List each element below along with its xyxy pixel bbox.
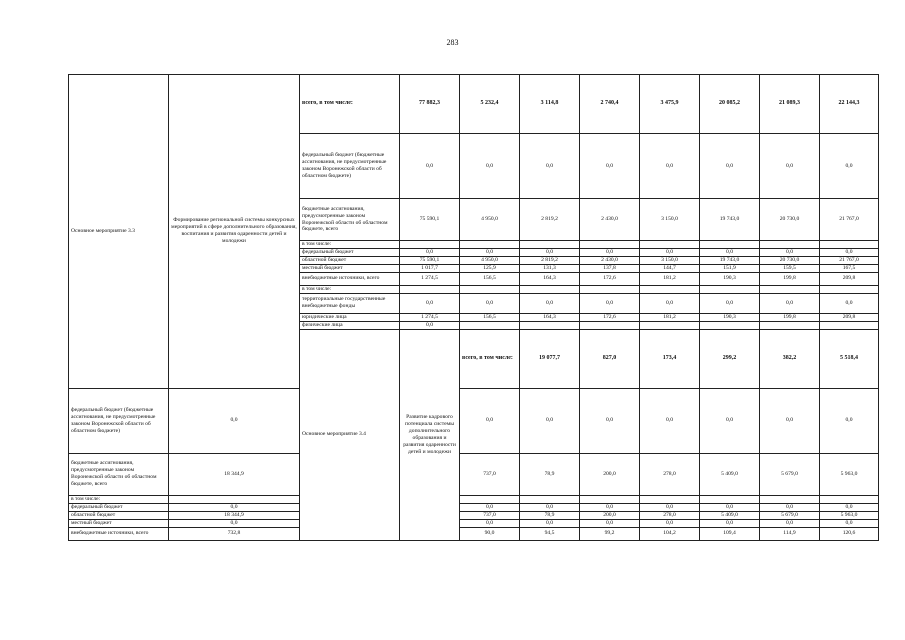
value-cell: 278,0 (640, 453, 700, 495)
source-label: федеральный бюджет (300, 248, 400, 256)
value-cell: 0,0 (520, 503, 580, 511)
value-cell: 18 344,9 (169, 453, 300, 495)
value-cell: 199,8 (760, 272, 820, 285)
value-cell: 104,2 (640, 527, 700, 540)
value-cell: 172,6 (580, 313, 640, 321)
value-cell: 382,2 (760, 329, 820, 388)
value-cell: 5 518,4 (820, 329, 879, 388)
value-cell: 0,0 (700, 134, 760, 199)
value-cell: 78,9 (520, 453, 580, 495)
source-label: в том числе: (300, 285, 400, 293)
value-cell: 144,7 (640, 264, 700, 272)
value-cell: 172,6 (580, 272, 640, 285)
value-cell: 21 767,0 (820, 199, 879, 241)
value-cell: 0,0 (460, 503, 520, 511)
value-cell: 0,0 (640, 248, 700, 256)
value-cell: 2 819,2 (520, 256, 580, 264)
source-label: территориальные государственные внебюджетные фонды (300, 293, 400, 313)
value-cell: 125,9 (460, 264, 520, 272)
value-cell: 737,0 (460, 453, 520, 495)
value-cell: 0,0 (400, 248, 460, 256)
value-cell: 0,0 (169, 388, 300, 453)
source-label: бюджетные ассигнования, предусмотренные законом Воронежской области об областном бюджете, всего (69, 453, 169, 495)
value-cell: 18 344,9 (169, 511, 300, 519)
value-cell: 20 730,0 (760, 256, 820, 264)
value-cell: 0,0 (400, 134, 460, 199)
value-cell: 2 819,2 (520, 199, 580, 241)
value-cell: 4 950,0 (460, 256, 520, 264)
table-row (69, 453, 879, 495)
value-cell: 2 740,4 (580, 75, 640, 134)
source-label: внебюджетные источники, всего (69, 527, 169, 540)
source-label: в том числе: (69, 495, 169, 503)
value-cell: 75 590,1 (400, 256, 460, 264)
value-cell: 0,0 (700, 503, 760, 511)
value-cell: 0,0 (520, 293, 580, 313)
value-cell: 0,0 (820, 293, 879, 313)
value-cell: 0,0 (640, 519, 700, 527)
value-cell: 0,0 (700, 248, 760, 256)
value-cell: 22 144,3 (820, 75, 879, 134)
value-cell: 4 950,0 (460, 199, 520, 241)
value-cell: 173,4 (640, 329, 700, 388)
value-cell: 0,0 (460, 293, 520, 313)
value-cell: 0,0 (760, 519, 820, 527)
table-row (69, 75, 879, 134)
value-cell: 0,0 (760, 503, 820, 511)
event-name: Основное мероприятие 3.4 (300, 329, 400, 540)
value-cell: 151,9 (700, 264, 760, 272)
value-cell: 0,0 (760, 388, 820, 453)
value-cell: 5 679,0 (760, 453, 820, 495)
value-cell: 20 085,2 (700, 75, 760, 134)
value-cell: 5 963,0 (820, 453, 879, 495)
value-cell: 0,0 (640, 388, 700, 453)
value-cell: 0,0 (820, 248, 879, 256)
value-cell: 0,0 (580, 248, 640, 256)
table-row (69, 503, 879, 511)
value-cell: 0,0 (400, 293, 460, 313)
value-cell: 5 232,4 (460, 75, 520, 134)
value-cell: 75 590,1 (400, 199, 460, 241)
value-cell: 181,2 (640, 272, 700, 285)
value-cell: 164,3 (520, 272, 580, 285)
value-cell: 209,8 (820, 272, 879, 285)
value-cell: 1 274,5 (400, 313, 460, 321)
value-cell: 109,4 (700, 527, 760, 540)
page-number: 283 (446, 38, 459, 47)
value-cell: 0,0 (820, 134, 879, 199)
source-label: федеральный бюджет (69, 503, 169, 511)
value-cell: 90,0 (460, 527, 520, 540)
source-label: местный бюджет (69, 519, 169, 527)
value-cell: 200,0 (580, 453, 640, 495)
value-cell: 99,2 (580, 527, 640, 540)
value-cell: 167,5 (820, 264, 879, 272)
value-cell: 0,0 (820, 519, 879, 527)
value-cell: 3 114,8 (520, 75, 580, 134)
source-label: юридические лица (300, 313, 400, 321)
value-cell: 0,0 (169, 519, 300, 527)
value-cell: 827,0 (580, 329, 640, 388)
value-cell: 5 409,0 (700, 453, 760, 495)
value-cell: 77 882,3 (400, 75, 460, 134)
source-label: местный бюджет (300, 264, 400, 272)
source-label: федеральный бюджет (бюджетные ассигнования, не предусмотренные законом Воронежской области об областном бюджете) (300, 134, 400, 199)
value-cell: 21 089,3 (760, 75, 820, 134)
value-cell: 732,8 (169, 527, 300, 540)
value-cell: 0,0 (640, 503, 700, 511)
value-cell: 120,6 (820, 527, 879, 540)
value-cell: 0,0 (460, 388, 520, 453)
value-cell: 0,0 (580, 503, 640, 511)
value-cell: 1 017,7 (400, 264, 460, 272)
value-cell: 0,0 (520, 519, 580, 527)
value-cell: 199,8 (760, 313, 820, 321)
value-cell: 19 743,0 (700, 199, 760, 241)
source-label: всего, в том числе: (460, 329, 520, 388)
value-cell: 0,0 (760, 134, 820, 199)
value-cell: 0,0 (520, 134, 580, 199)
value-cell: 0,0 (760, 293, 820, 313)
value-cell: 278,0 (640, 511, 700, 519)
value-cell: 131,3 (520, 264, 580, 272)
value-cell: 20 730,0 (760, 199, 820, 241)
value-cell: 200,0 (580, 511, 640, 519)
source-label: внебюджетные источники, всего (300, 272, 400, 285)
value-cell: 94,5 (520, 527, 580, 540)
value-cell: 164,3 (520, 313, 580, 321)
value-cell: 156,5 (460, 313, 520, 321)
value-cell: 0,0 (760, 248, 820, 256)
value-cell: 1 274,5 (400, 272, 460, 285)
source-label: всего, в том числе: (300, 75, 400, 134)
source-label: бюджетные ассигнования, предусмотренные законом Воронежской области об областном бюджете, всего (300, 199, 400, 241)
value-cell: 5 963,0 (820, 511, 879, 519)
budget-table (68, 74, 879, 541)
value-cell: 0,0 (700, 293, 760, 313)
value-cell: 5 679,0 (760, 511, 820, 519)
value-cell: 0,0 (640, 134, 700, 199)
table-row (69, 388, 879, 453)
value-cell: 0,0 (700, 519, 760, 527)
value-cell: 0,0 (700, 388, 760, 453)
value-cell: 19 743,0 (700, 256, 760, 264)
value-cell: 0,0 (460, 134, 520, 199)
value-cell: 78,9 (520, 511, 580, 519)
table-row (69, 527, 879, 540)
value-cell: 0,0 (520, 248, 580, 256)
value-cell: 3 150,0 (640, 199, 700, 241)
value-cell: 0,0 (169, 503, 300, 511)
event-name: Основное мероприятие 3.3 (69, 75, 169, 389)
value-cell: 114,9 (760, 527, 820, 540)
value-cell: 0,0 (580, 293, 640, 313)
value-cell: 3 150,0 (640, 256, 700, 264)
value-cell: 137,8 (580, 264, 640, 272)
value-cell: 190,3 (700, 272, 760, 285)
value-cell: 156,5 (460, 272, 520, 285)
table-row (69, 495, 879, 503)
value-cell: 0,0 (460, 519, 520, 527)
source-label: областной бюджет (300, 256, 400, 264)
value-cell: 2 430,0 (580, 256, 640, 264)
value-cell: 0,0 (640, 293, 700, 313)
source-label: федеральный бюджет (бюджетные ассигнования, не предусмотренные законом Воронежской области об областном бюджете) (69, 388, 169, 453)
value-cell: 0,0 (820, 503, 879, 511)
value-cell: 2 430,0 (580, 199, 640, 241)
source-label: физические лица (300, 321, 400, 329)
event-description: Развитие кадрового потенциала системы дополнительного образования и развития одаренности детей и молодежи (400, 329, 460, 540)
value-cell: 3 475,9 (640, 75, 700, 134)
value-cell: 21 767,0 (820, 256, 879, 264)
value-cell: 19 077,7 (520, 329, 580, 388)
value-cell: 299,2 (700, 329, 760, 388)
value-cell: 0,0 (400, 321, 460, 329)
value-cell: 159,5 (760, 264, 820, 272)
value-cell: 0,0 (580, 388, 640, 453)
source-label: областной бюджет (69, 511, 169, 519)
value-cell: 737,0 (460, 511, 520, 519)
value-cell: 181,2 (640, 313, 700, 321)
value-cell: 0,0 (460, 248, 520, 256)
table-row (69, 511, 879, 519)
value-cell: 0,0 (580, 519, 640, 527)
value-cell: 190,3 (700, 313, 760, 321)
value-cell: 5 409,0 (700, 511, 760, 519)
source-label: в том числе: (300, 241, 400, 249)
event-description: Формирование региональной системы конкурсных мероприятий в сфере дополнительного образования, воспитания и развития одаренности детей и молодежи (169, 75, 300, 389)
table-row (69, 519, 879, 527)
value-cell: 0,0 (580, 134, 640, 199)
value-cell: 209,8 (820, 313, 879, 321)
value-cell: 0,0 (820, 388, 879, 453)
value-cell: 0,0 (520, 388, 580, 453)
